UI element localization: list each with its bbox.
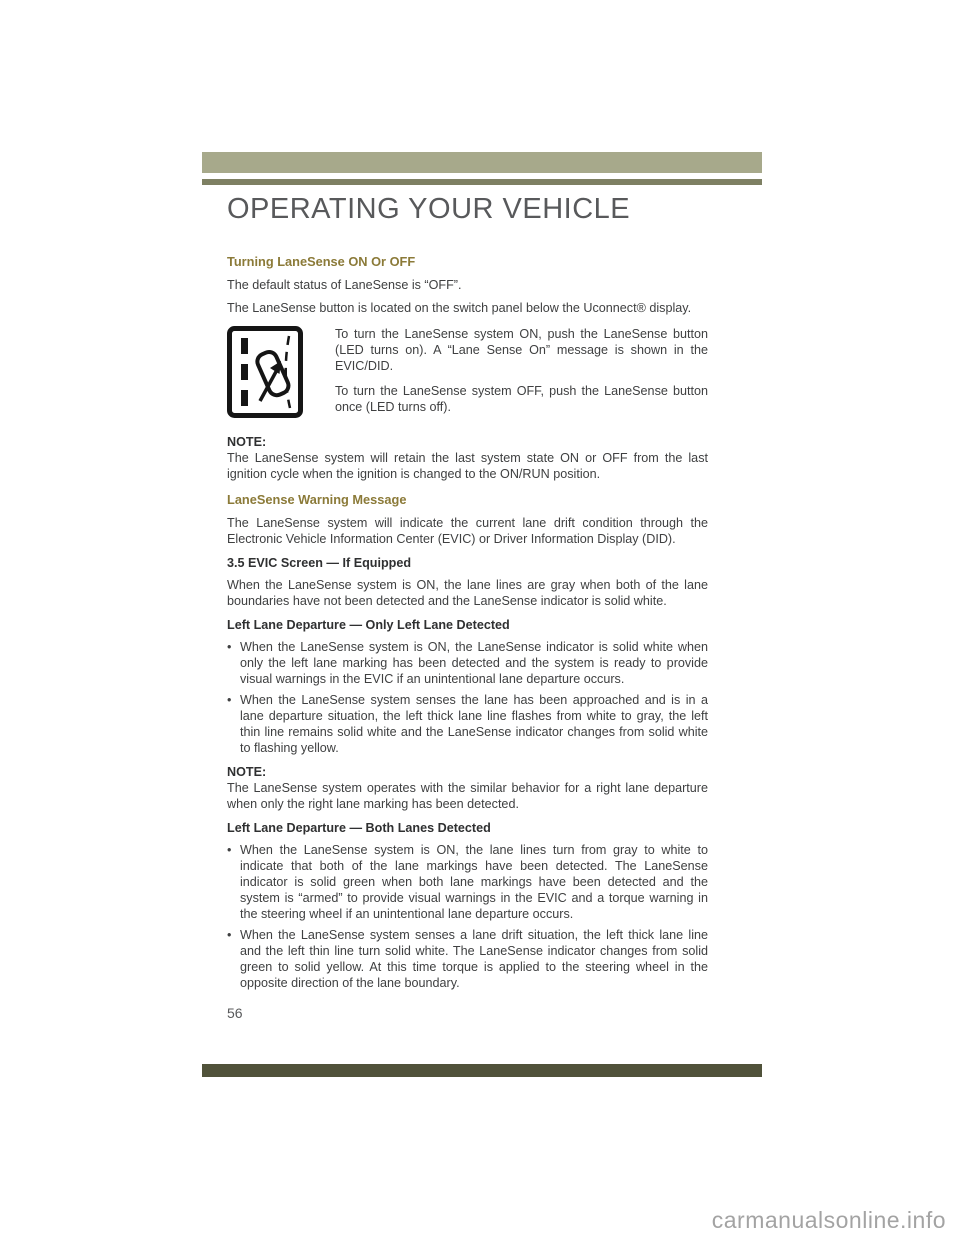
lanesense-button-icon bbox=[227, 326, 303, 423]
footer-band bbox=[202, 1064, 762, 1077]
page-number: 56 bbox=[227, 1005, 243, 1021]
bullet-text: When the LaneSense system is ON, the LaneSense indicator is solid white when only the left lane marking has been detected and the system is ready to provide visual warnings in the EVIC if an unintentional lane departure occurs. bbox=[240, 640, 708, 686]
note-text-1: The LaneSense system will retain the last system state ON or OFF from the last ignition cycle when the ignition is changed to the ON/RUN position. bbox=[227, 451, 708, 481]
subheading-both-lanes: Left Lane Departure — Both Lanes Detected bbox=[227, 821, 491, 835]
section-heading-warning-message: LaneSense Warning Message bbox=[227, 492, 407, 507]
paragraph-evic-text: When the LaneSense system is ON, the lane lines are gray when both of the lane boundaries have not been detected and the LaneSense indicator is solid white. bbox=[227, 578, 708, 608]
paragraph-default-status: The default status of LaneSense is “OFF”. bbox=[227, 278, 462, 292]
bullet-marker: • bbox=[227, 928, 232, 942]
bullet-text: When the LaneSense system senses a lane drift situation, the left thick lane line and the left thin line turn solid white. The LaneSense indicator changes from solid green to solid yellow. At this time torque is applied to the steering wheel in the opposite direction of the lane boundary. bbox=[240, 928, 708, 990]
note-label-1: NOTE: bbox=[227, 435, 267, 449]
bullet-both-lanes-2 bbox=[227, 927, 708, 991]
bullet-both-lanes-1 bbox=[227, 842, 708, 922]
manual-page-content bbox=[227, 192, 708, 1021]
paragraph-turn-off: To turn the LaneSense system OFF, push the LaneSense button once (LED turns off). bbox=[335, 384, 708, 414]
subheading-left-lane-only: Left Lane Departure — Only Left Lane Detected bbox=[227, 618, 510, 632]
note-label-2: NOTE: bbox=[227, 765, 267, 779]
bullet-marker: • bbox=[227, 640, 232, 654]
lanesense-icon-row bbox=[227, 326, 708, 424]
bullet-marker: • bbox=[227, 693, 232, 707]
bullet-text: When the LaneSense system senses the lane has been approached and is in a lane departure situation, the left thick lane line flashes from white to gray, the left thin line remains solid white and the LaneSense indicator changes from solid white to flashing yellow. bbox=[240, 693, 708, 755]
paragraph-warning-intro: The LaneSense system will indicate the current lane drift condition through the Electronic Vehicle Information Center (EVIC) or Driver Information Display (DID). bbox=[227, 516, 708, 546]
paragraph-turn-on: To turn the LaneSense system ON, push the LaneSense button (LED turns on). A “Lane Sense On” message is shown in the EVIC/DID. bbox=[335, 327, 708, 373]
lanesense-icon-text bbox=[335, 326, 708, 424]
note-text-2: The LaneSense system operates with the similar behavior for a right lane departure when only the right lane marking has been detected. bbox=[227, 781, 708, 811]
bullet-left-only-1 bbox=[227, 639, 708, 687]
header-band bbox=[202, 152, 762, 173]
watermark-text: carmanualsonline.info bbox=[711, 1207, 946, 1233]
subheading-evic-screen: 3.5 EVIC Screen — If Equipped bbox=[227, 556, 412, 570]
header-rule bbox=[202, 179, 762, 185]
section-heading-turning-lanesense: Turning LaneSense ON Or OFF bbox=[227, 254, 416, 269]
page-title: OPERATING YOUR VEHICLE bbox=[227, 193, 631, 225]
bullet-left-only-2 bbox=[227, 692, 708, 756]
paragraph-button-location: The LaneSense button is located on the switch panel below the Uconnect® display. bbox=[227, 301, 692, 315]
bullet-marker: • bbox=[227, 843, 232, 857]
bullet-text: When the LaneSense system is ON, the lane lines turn from gray to white to indicate that both of the lane markings have been detected. The LaneSense indicator is solid green when both lane markings have been detected and the system is “armed” to provide visual warnings in the EVIC and a torque warning in the steering wheel if an unintentional lane departure occurs. bbox=[240, 843, 708, 921]
